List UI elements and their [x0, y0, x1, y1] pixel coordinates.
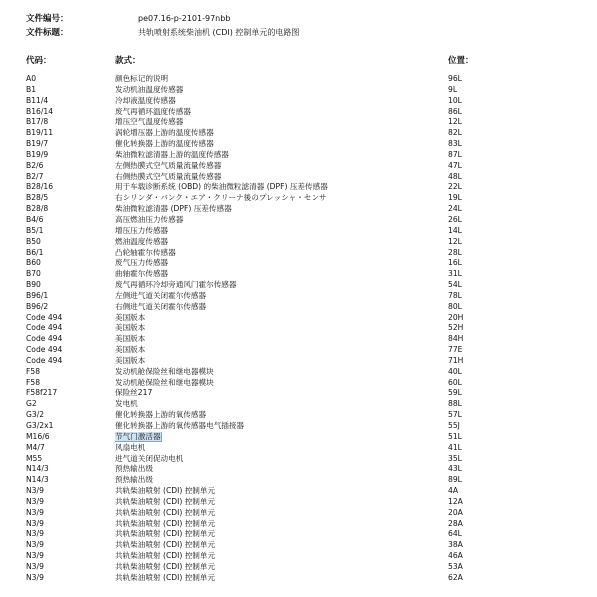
row-description: 催化转换器上游的氧传感器电气插接器	[115, 421, 245, 430]
row-description: 废气再循环温度传感器	[115, 106, 191, 116]
row-position: 62A	[448, 572, 463, 582]
row-description: 发动机舱保险丝和继电器模块	[115, 377, 214, 387]
table-row	[26, 573, 586, 584]
doc-title-label: 文件标题：	[26, 28, 69, 38]
row-description: 美国版本	[115, 312, 146, 322]
row-code: B2/7	[26, 171, 44, 181]
row-code: B16/14	[26, 106, 54, 116]
row-description: 共轨柴油喷射 (CDI) 控制单元	[115, 572, 216, 582]
doc-number-row	[26, 12, 586, 26]
row-code: B50	[26, 236, 41, 246]
table-row	[26, 540, 586, 551]
table-row	[26, 117, 586, 128]
row-code: B17/8	[26, 117, 49, 127]
row-code: B5/1	[26, 225, 44, 235]
table-row	[26, 421, 586, 432]
table-row	[26, 443, 586, 454]
row-position: 19L	[448, 193, 462, 203]
row-position: 28A	[448, 518, 463, 528]
row-position: 41L	[448, 442, 462, 452]
row-position: 14L	[448, 225, 462, 235]
row-position: 35L	[448, 453, 462, 463]
row-code: B6/1	[26, 247, 44, 257]
row-description: 右シリンダ・バンク・エア・クリーナ後のプレッシャ・センサ	[115, 193, 327, 203]
row-code: B96/2	[26, 301, 49, 311]
row-code: B2/6	[26, 160, 44, 170]
row-position: 89L	[448, 475, 462, 485]
row-code: B11/4	[26, 95, 49, 105]
table-row	[26, 529, 586, 540]
table-row	[26, 399, 586, 410]
table-row	[26, 464, 586, 475]
row-description: 发动机油温度传感器	[115, 84, 184, 94]
row-description: 共轨柴油喷射 (CDI) 控制单元	[115, 551, 216, 561]
row-code: F58f217	[26, 388, 58, 398]
row-description: 冷却液温度传感器	[115, 95, 176, 105]
row-code: G3/2x1	[26, 421, 54, 430]
row-position: 16L	[448, 258, 462, 268]
row-description: 柴油微粒滤清器 (DPF) 压差传感器	[115, 204, 232, 214]
row-position: 86L	[448, 106, 462, 116]
row-description: 左侧进气道关闭霍尔传感器	[115, 290, 207, 300]
table-row	[26, 367, 586, 378]
row-position: 52H	[448, 323, 464, 333]
row-code: B4/6	[26, 214, 44, 224]
row-position: 43L	[448, 464, 462, 474]
row-description: 用于车载诊断系统 (OBD) 的柴油微粒滤清器 (DPF) 压差传感器	[115, 182, 328, 192]
row-description: 颜色标记的说明	[115, 74, 169, 83]
row-description: 废气压力传感器	[115, 258, 169, 268]
table-row	[26, 96, 586, 107]
table-row	[26, 258, 586, 269]
row-code: N14/3	[26, 475, 49, 485]
row-code: B70	[26, 269, 41, 279]
row-code: M4/7	[26, 442, 45, 452]
row-code: N3/9	[26, 507, 44, 517]
row-code: N3/9	[26, 561, 44, 571]
column-header-pos: 位置：	[448, 56, 474, 66]
table-row	[26, 323, 586, 334]
table-row	[26, 107, 586, 118]
table-row	[26, 486, 586, 497]
row-code: M55	[26, 453, 43, 463]
row-position: 60L	[448, 377, 462, 387]
row-description: 共轨柴油喷射 (CDI) 控制单元	[115, 496, 216, 506]
row-position: 83L	[448, 139, 462, 149]
row-position: 53A	[448, 561, 463, 571]
column-header-code: 代码：	[26, 56, 52, 66]
column-header-row	[26, 55, 586, 67]
row-description: 保险丝217	[115, 388, 153, 398]
table-row	[26, 128, 586, 139]
row-position: 57L	[448, 410, 462, 420]
row-description: 预热输出级	[115, 464, 153, 474]
table-row	[26, 182, 586, 193]
row-description: 共轨柴油喷射 (CDI) 控制单元	[115, 486, 216, 496]
row-position: 4A	[448, 486, 459, 496]
row-position: 31L	[448, 269, 462, 279]
table-row	[26, 150, 586, 161]
table-row	[26, 519, 586, 530]
row-position: 96L	[448, 74, 462, 83]
table-row	[26, 562, 586, 573]
row-description: 美国版本	[115, 334, 146, 344]
table-row	[26, 345, 586, 356]
row-code: M16/6	[26, 431, 50, 441]
row-code: N3/9	[26, 518, 44, 528]
row-code: Code 494	[26, 323, 63, 333]
row-description: 共轨柴油喷射 (CDI) 控制单元	[115, 529, 216, 539]
document-header	[26, 12, 586, 40]
row-code: B28/5	[26, 193, 49, 203]
table-row	[26, 356, 586, 367]
doc-title-value: 共轨喷射系统柴油机 (CDI) 控制单元的电路图	[138, 28, 300, 37]
row-description: 美国版本	[115, 323, 146, 333]
row-code: B1	[26, 84, 37, 94]
row-description: 曲轴霍尔传感器	[115, 269, 169, 279]
table-row	[26, 497, 586, 508]
column-header-desc: 款式：	[115, 56, 141, 66]
row-position: 12L	[448, 236, 462, 246]
row-description: 凸轮轴霍尔传感器	[115, 247, 176, 257]
row-code: B60	[26, 258, 41, 268]
row-position: 59L	[448, 388, 462, 398]
table-row	[26, 85, 586, 96]
row-description	[115, 432, 448, 443]
row-description: 催化转换器上游的氧传感器	[115, 410, 207, 420]
row-position: 40L	[448, 366, 462, 376]
table-row	[26, 139, 586, 150]
row-code: N3/9	[26, 486, 44, 496]
row-description: 共轨柴油喷射 (CDI) 控制单元	[115, 507, 216, 517]
row-position: 47L	[448, 160, 462, 170]
row-code: N3/9	[26, 496, 44, 506]
row-description: 废气再循环冷却旁通风门霍尔传感器	[115, 280, 237, 290]
component-list	[26, 74, 586, 584]
row-code: N14/3	[26, 464, 49, 474]
table-row	[26, 313, 586, 324]
doc-number-label: 文件编号：	[26, 14, 69, 24]
row-description: 右侧热膜式空气质量流量传感器	[115, 171, 222, 181]
row-position: 55J	[448, 421, 460, 430]
row-position: 24L	[448, 204, 462, 214]
table-row	[26, 269, 586, 280]
row-position: 20A	[448, 507, 463, 517]
row-description: 高压燃油压力传感器	[115, 214, 184, 224]
row-description: 催化转换器上游的温度传感器	[115, 139, 214, 149]
table-row	[26, 215, 586, 226]
row-code: B19/11	[26, 128, 54, 138]
row-position: 38A	[448, 540, 463, 550]
row-position: 87L	[448, 149, 462, 159]
row-position: 51L	[448, 431, 462, 441]
row-position: 88L	[448, 399, 462, 409]
row-code: Code 494	[26, 334, 63, 344]
row-position: 82L	[448, 128, 462, 138]
row-position: 10L	[448, 95, 462, 105]
row-position: 71H	[448, 355, 464, 365]
table-row	[26, 237, 586, 248]
row-description: 美国版本	[115, 345, 146, 355]
table-row	[26, 410, 586, 421]
table-row	[26, 226, 586, 237]
row-code: N3/9	[26, 529, 44, 539]
row-description: 风扇电机	[115, 442, 146, 452]
row-position: 46A	[448, 551, 463, 561]
row-code: Code 494	[26, 312, 63, 322]
row-position: 20H	[448, 312, 464, 322]
row-position: 26L	[448, 214, 462, 224]
doc-number-value: pe07.16-p-2101-97nbb	[138, 14, 231, 23]
table-row	[26, 204, 586, 215]
row-code: B19/9	[26, 149, 49, 159]
row-description: 涡轮增压器上游的温度传感器	[115, 128, 214, 138]
table-row	[26, 378, 586, 389]
row-position: 9L	[448, 84, 458, 94]
doc-title-row	[26, 26, 586, 40]
row-code: N3/9	[26, 572, 44, 582]
row-code: B90	[26, 280, 41, 290]
table-row	[26, 291, 586, 302]
row-code: A0	[26, 74, 37, 83]
row-code: B28/8	[26, 204, 49, 214]
row-position: 12A	[448, 496, 463, 506]
row-code: F58	[26, 366, 41, 376]
row-position: 48L	[448, 171, 462, 181]
row-description: 预热输出级	[115, 475, 153, 485]
row-code: Code 494	[26, 355, 63, 365]
row-description: 增压空气温度传感器	[115, 117, 184, 127]
row-code: N3/9	[26, 551, 44, 561]
table-row	[26, 302, 586, 313]
table-row	[26, 454, 586, 465]
row-description: 左侧热膜式空气质量流量传感器	[115, 160, 222, 170]
row-position: 80L	[448, 301, 462, 311]
row-description: 共轨柴油喷射 (CDI) 控制单元	[115, 518, 216, 528]
table-row	[26, 508, 586, 519]
row-description: 共轨柴油喷射 (CDI) 控制单元	[115, 561, 216, 571]
table-row	[26, 280, 586, 291]
row-position: 78L	[448, 290, 462, 300]
row-code: N3/9	[26, 540, 44, 550]
table-row	[26, 334, 586, 345]
table-row	[26, 193, 586, 204]
row-description: 燃油温度传感器	[115, 236, 169, 246]
row-code: F58	[26, 377, 41, 387]
row-position: 12L	[448, 117, 462, 127]
row-code: B19/7	[26, 139, 49, 149]
row-description: 共轨柴油喷射 (CDI) 控制单元	[115, 540, 216, 550]
table-row	[26, 74, 586, 85]
row-code: Code 494	[26, 345, 63, 355]
row-code: G3/2	[26, 410, 45, 420]
row-description: 美国版本	[115, 355, 146, 365]
row-code: B28/16	[26, 182, 54, 192]
table-row	[26, 388, 586, 399]
table-row	[26, 475, 586, 486]
selected-text-highlight[interactable]: 节气门激活器	[115, 431, 161, 441]
row-description: 柴油微粒滤清器上游的温度传感器	[115, 149, 229, 159]
row-description: 进气道关闭促动电机	[115, 453, 184, 463]
row-code: G2	[26, 399, 37, 409]
table-row	[26, 432, 586, 443]
table-row	[26, 172, 586, 183]
row-description: 发动机舱保险丝和继电器模块	[115, 366, 214, 376]
row-description: 发电机	[115, 399, 138, 409]
table-row	[26, 551, 586, 562]
row-position: 22L	[448, 182, 462, 192]
row-code: B96/1	[26, 290, 49, 300]
row-position: 28L	[448, 247, 462, 257]
row-position: 84H	[448, 334, 464, 344]
row-description: 增压压力传感器	[115, 225, 169, 235]
row-position: 77E	[448, 345, 463, 355]
table-row	[26, 161, 586, 172]
row-position: 64L	[448, 529, 462, 539]
row-position: 54L	[448, 280, 462, 290]
row-description: 右侧进气道关闭霍尔传感器	[115, 301, 207, 311]
table-row	[26, 248, 586, 259]
